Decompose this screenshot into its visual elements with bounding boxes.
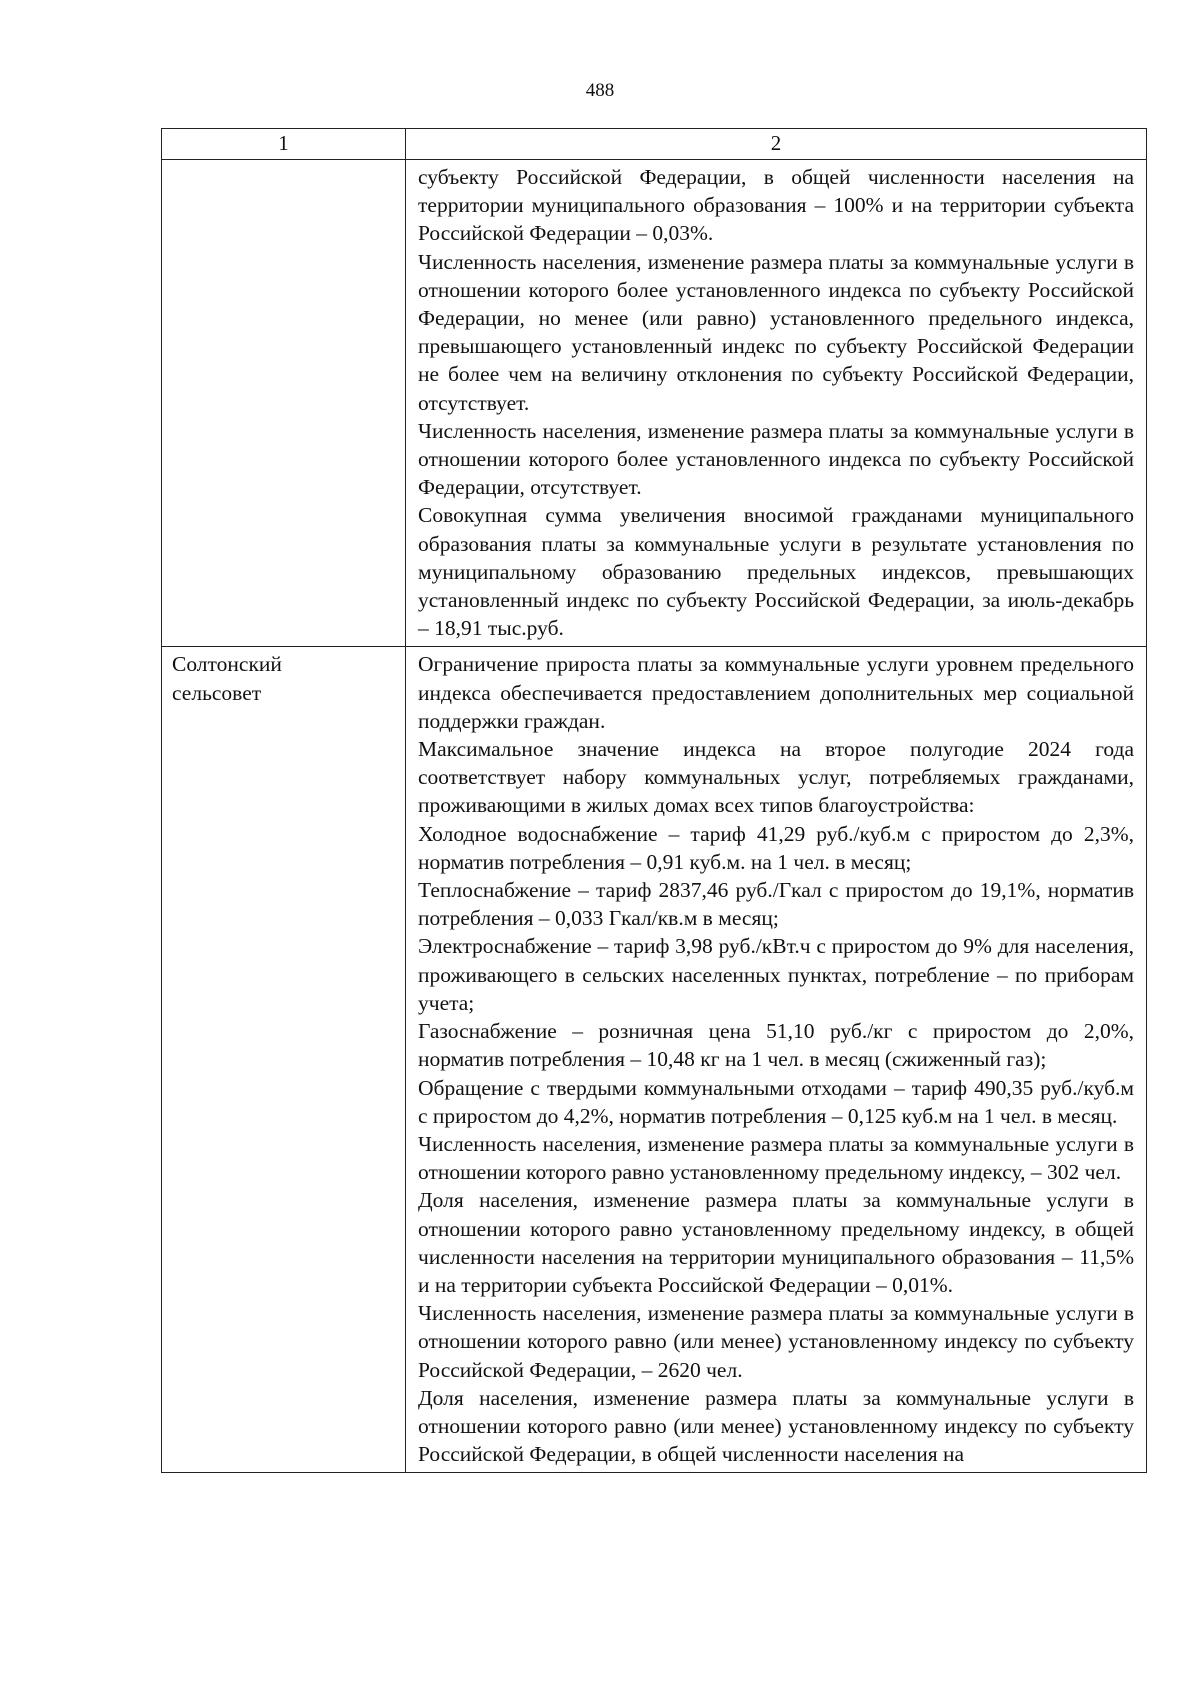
column-header-2: 2 bbox=[406, 129, 1147, 160]
paragraph: Теплоснабжение – тариф 2837,46 руб./Гкал с приростом до 19,1%, норматив потребления – 0,033 Гкал/кв.м в месяц; bbox=[418, 878, 1134, 931]
municipality-name-line: Солтонский bbox=[172, 652, 282, 677]
paragraph: Доля населения, изменение размера платы за коммунальные услуги в отношении которого равно (или менее) установленному индексу по субъекту Российской Федерации, в общей численности населения на bbox=[418, 1385, 1134, 1467]
paragraph: Совокупная сумма увеличения вносимой гражданами муниципального образования платы за коммунальные услуги в результате установления по муниципальному образованию предельных индексов, превышающих установленный индекс по субъекту Российской Федерации, за июль-декабрь – 18,91 тыс.руб. bbox=[418, 503, 1134, 641]
paragraph: Обращение с твердыми коммунальными отходами – тариф 490,35 руб./куб.м с приростом до 4,2%, норматив потребления – 0,125 куб.м на 1 чел. в месяц. bbox=[418, 1075, 1134, 1128]
municipality-name bbox=[172, 650, 395, 706]
paragraph: Холодное водоснабжение – тариф 41,29 руб./куб.м с приростом до 2,3%, норматив потребления – 0,91 куб.м. на 1 чел. в месяц; bbox=[418, 821, 1134, 874]
column-header-1: 1 bbox=[162, 129, 406, 160]
paragraph: Максимальное значение индекса на второе полугодие 2024 года соответствует набору коммунальных услуг, потребляемых гражданами, проживающими в жилых домах всех типов благоустройства: bbox=[418, 737, 1134, 818]
paragraph: Ограничение прироста платы за коммунальные услуги уровнем предельного индекса обеспечивается предоставлением дополнительных мер социальной поддержки граждан. bbox=[418, 652, 1134, 733]
paragraph: Численность населения, изменение размера платы за коммунальные услуги в отношении которого более установленного индекса по субъекту Российской Федерации, отсутствует. bbox=[418, 418, 1134, 500]
paragraph: Численность населения, изменение размера платы за коммунальные услуги в отношении которого равно (или менее) установленному индексу по субъекту Российской Федерации, – 2620 чел. bbox=[418, 1301, 1134, 1382]
table-row bbox=[162, 647, 1147, 1473]
table-row bbox=[162, 160, 1147, 647]
description-cell bbox=[406, 160, 1147, 647]
paragraph: Численность населения, изменение размера платы за коммунальные услуги в отношении которого равно установленному предельному индексу, – 302 чел. bbox=[418, 1131, 1134, 1185]
description-cell bbox=[406, 647, 1147, 1473]
paragraph: субъекту Российской Федерации, в общей численности населения на территории муниципального образования – 100% и на территории субъекта Российской Федерации – 0,03%. bbox=[418, 165, 1134, 246]
paragraph: Электроснабжение – тариф 3,98 руб./кВт.ч с приростом до 9% для населения, проживающего в сельских населенных пунктах, потребление – по приборам учета; bbox=[418, 934, 1134, 1015]
municipality-cell bbox=[162, 647, 406, 1473]
municipality-cell bbox=[162, 160, 406, 647]
municipality-name-line: сельсовет bbox=[172, 680, 262, 705]
document-table bbox=[161, 128, 1147, 1473]
paragraph: Газоснабжение – розничная цена 51,10 руб./кг с приростом до 2,0%, норматив потребления – 10,48 кг на 1 чел. в месяц (сжиженный газ); bbox=[418, 1019, 1134, 1072]
table-header-row bbox=[162, 129, 1147, 160]
page-number: 488 bbox=[585, 80, 615, 101]
paragraph: Численность населения, изменение размера платы за коммунальные услуги в отношении которого более установленного индекса по субъекту Российской Федерации, но менее (или равно) установленного предельного индекса, превышающего установленный индекс по субъекту Российской Федерации не более чем на величину отклонения по субъекту Российской Федерации, отсутствует. bbox=[418, 249, 1134, 415]
paragraph: Доля населения, изменение размера платы за коммунальные услуги в отношении которого равно установленному предельному индексу, в общей численности населения на территории муниципального образования – 11,5% и на территории субъекта Российской Федерации – 0,01%. bbox=[418, 1188, 1134, 1297]
